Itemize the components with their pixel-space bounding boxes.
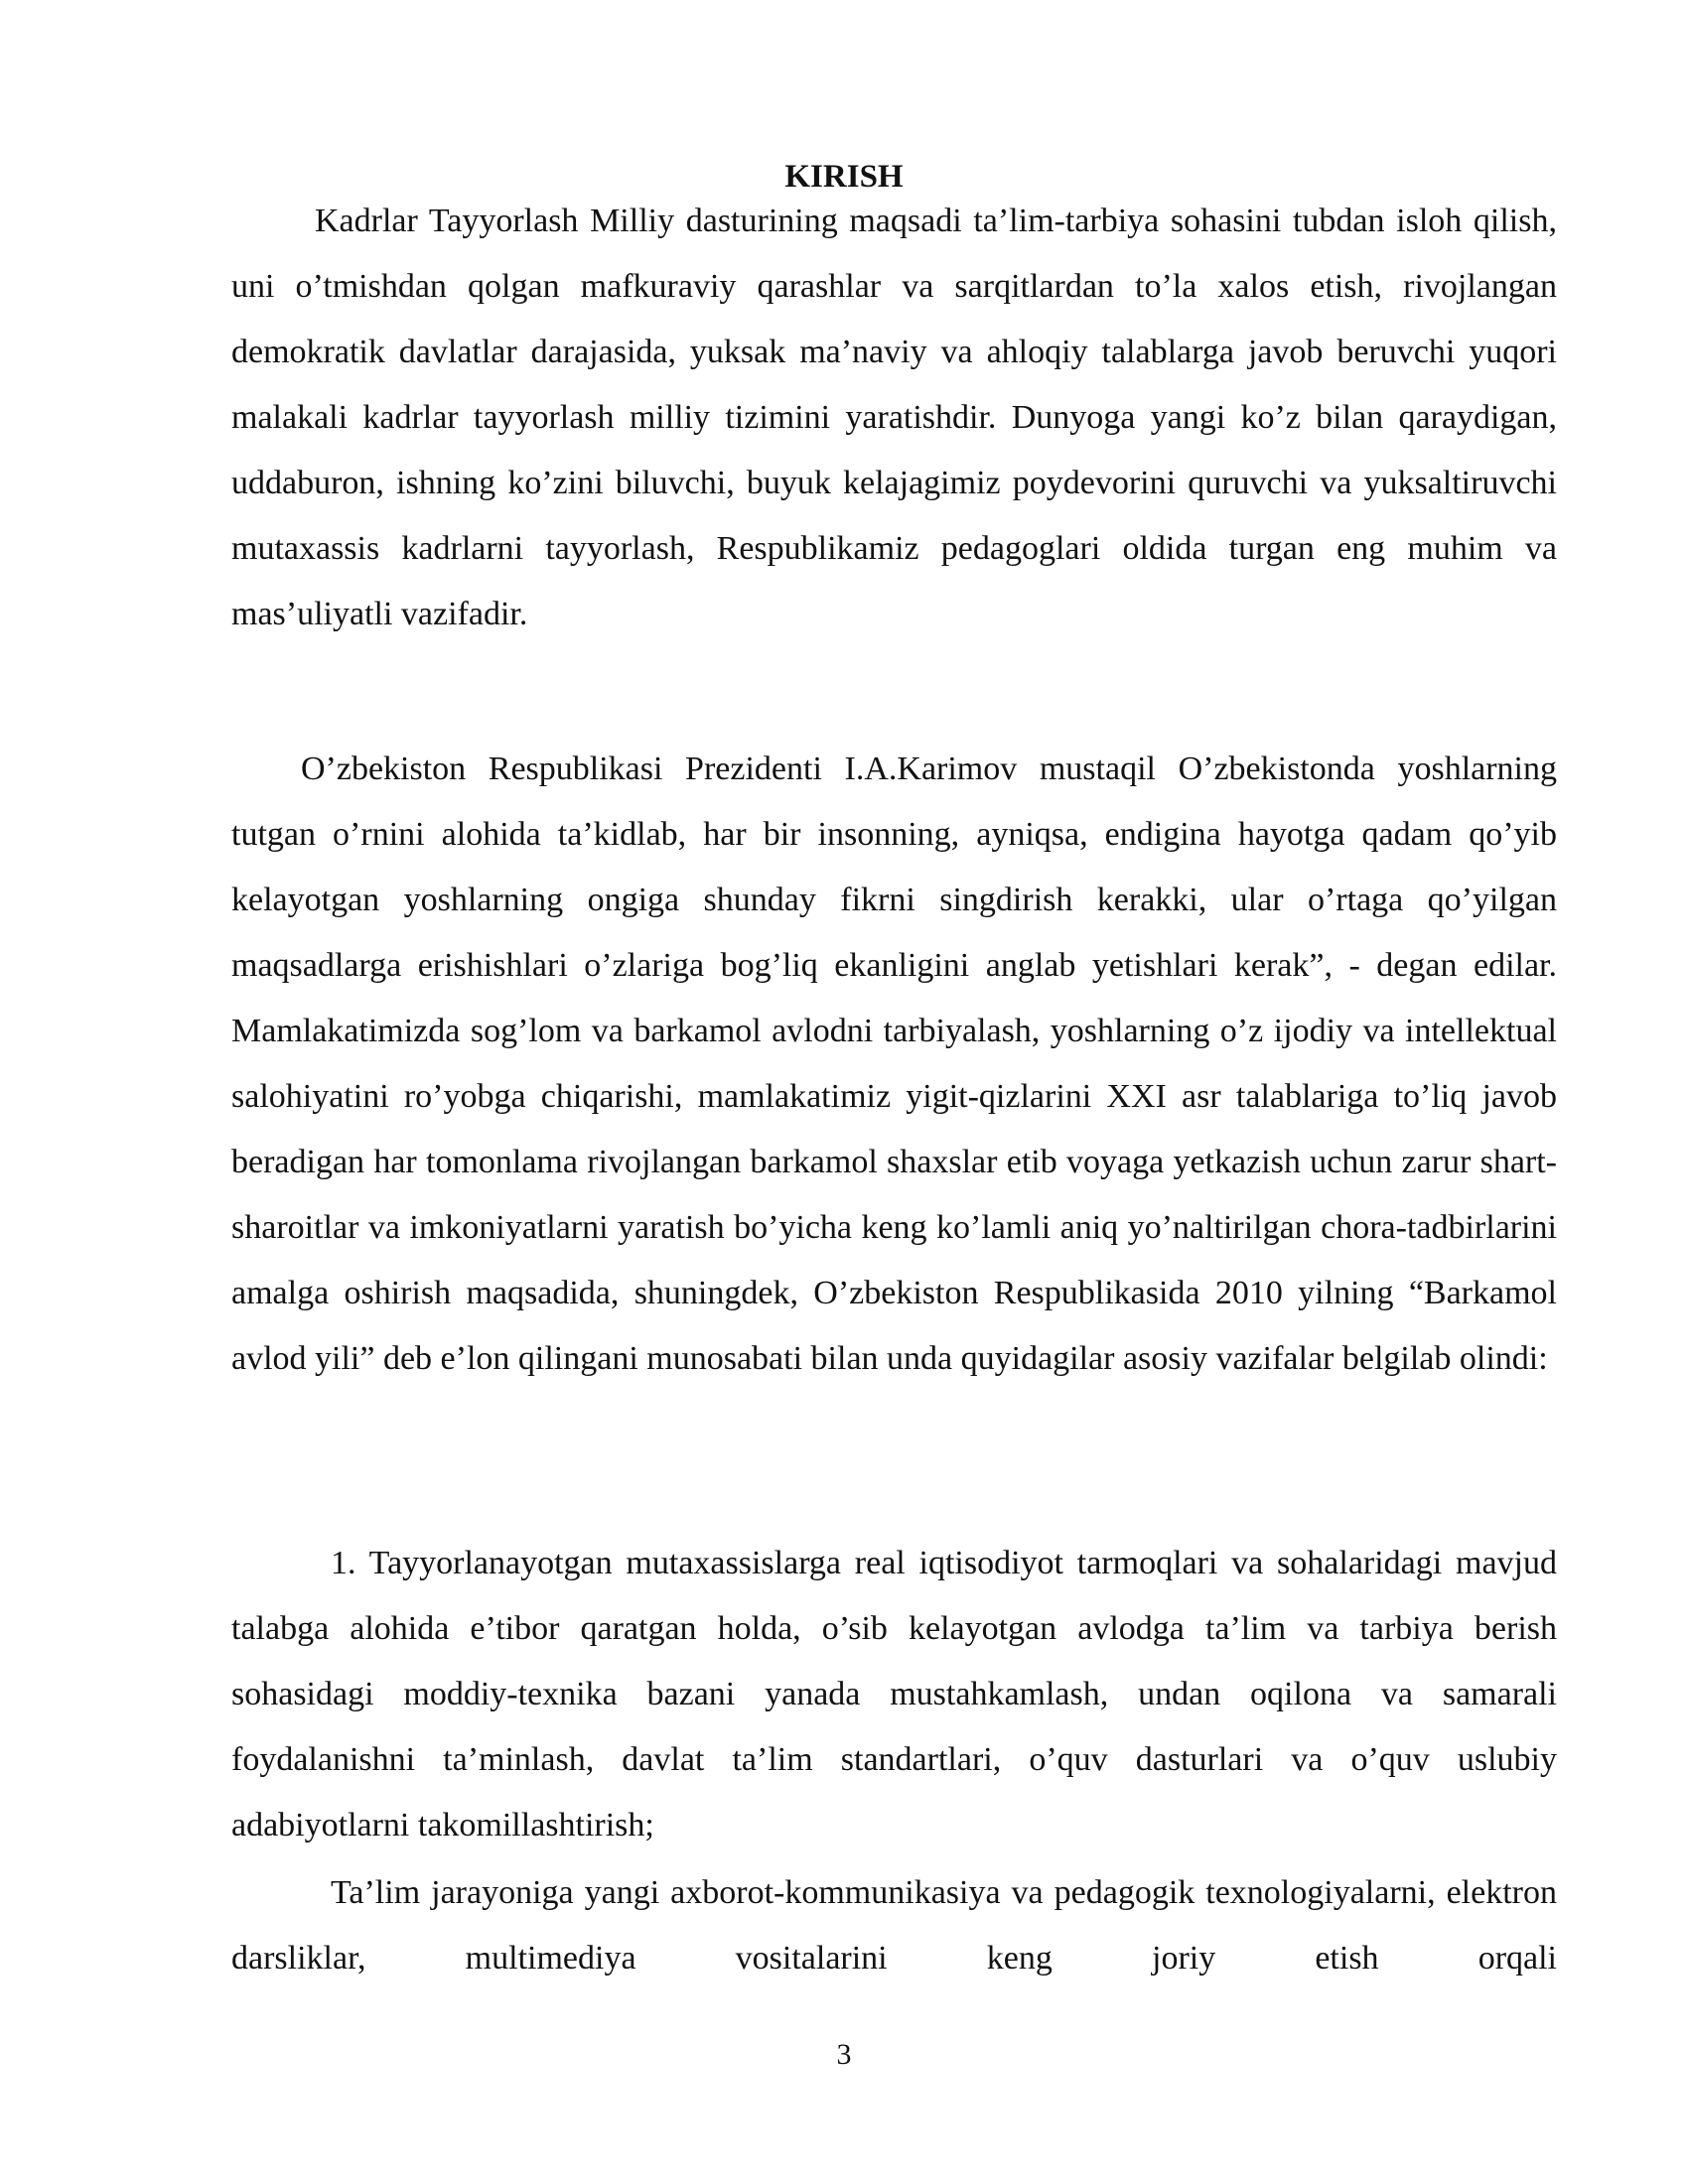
section-heading: KIRISH [784,159,904,195]
paragraph-intro: Kadrlar Tayyorlash Milliy dasturining maqsadi ta’lim-tarbiya sohasini tubdan isloh qilish, uni o’tmishdan qolgan mafkuraviy qarashlar va sarqitlardan to’la xalos etish, rivojlangan demokratik davlatlar darajasida, yuksak ma’naviy va ahloqiy talablarga javob beruvchi yuqori malakali kadrlar tayyorlash milliy tizimini yaratishdir. Dunyoga yangi ko’z bilan qaraydigan, uddaburon, ishning ko’zini biluvchi, buyuk kelajagimiz poydevorini quruvchi va yuksaltiruvchi mutaxassis kadrlarni tayyorlash, Respublikamiz pedagoglari oldida turgan eng muhim va mas’uliyatli vazifadir. [231,203,1557,632]
paragraph-task-2: Ta’lim jarayoniga yangi axborot-kommunikasiya va pedagogik texnologiyalarni, elektron darsliklar, multimediya vositalarini keng joriy etish orqali [231,1874,1557,1977]
paragraph-task-1: 1. Tayyorlanayotgan mutaxassislarga real iqtisodiyot tarmoqlari va sohalaridagi mavjud talabga alohida e’tibor qaratgan holda, o’sib kelayotgan avlodga ta’lim va tarbiya berish sohasidagi moddiy-texnika bazani yanada mustahkamlash, undan oqilona va samarali foydalanishni ta’minlash, davlat ta’lim standartlari, o’quv dasturlari va o’quv uslubiy adabiyotlarni takomillashtirish; [231,1545,1557,1843]
paragraph-president-quote: O’zbekiston Respublikasi Prezidenti I.A.Karimov mustaqil O’zbekistonda yoshlarning tutgan o’rnini alohida ta’kidlab, har bir insonning, ayniqsa, endigina hayotga qadam qo’yib kelayotgan yoshlarning ongiga shunday fikrni singdirish kerakki, ular o’rtaga qo’yilgan maqsadlarga erishishlari o’zlariga bog’liq ekanligini anglab yetishlari kerak”, - degan edilar. Mamlakatimizda sog’lom va barkamol avlodni tarbiyalash, yoshlarning o’z ijodiy va intellektual salohiyatini ro’yobga chiqarishi, mamlakatimiz yigit-qizlarini XXI asr talablariga to’liq javob beradigan har tomonlama rivojlangan barkamol shaxslar etib voyaga yetkazish uchun zarur shart-sharoitlar va imkoniyatlarni yaratish bo’yicha keng ko’lamli aniq yo’naltirilgan chora-tadbirlarini amalga oshirish maqsadida, shuningdek, O’zbekiston Respublikasida 2010 yilning “Barkamol avlod yili” deb e’lon qilingani munosabati bilan unda quyidagilar asosiy vazifalar belgilab olindi: [231,751,1557,1377]
page-number: 3 [836,2038,852,2071]
